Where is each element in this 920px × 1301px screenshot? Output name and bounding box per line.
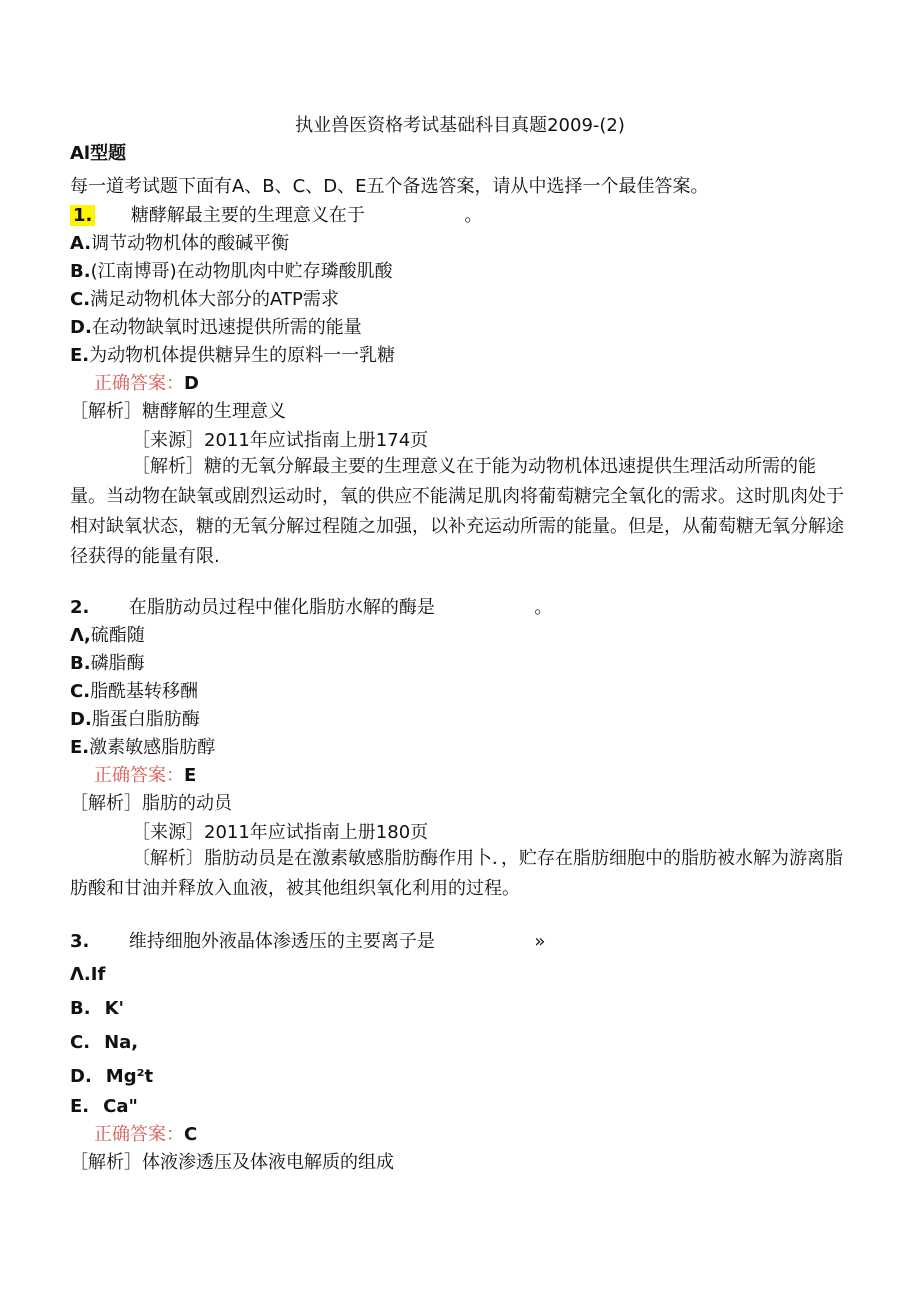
question-1-option-b: B.(江南博哥)在动物肌肉中贮存璘酸肌酸 bbox=[70, 261, 393, 282]
question-1-stem bbox=[70, 203, 482, 229]
question-2-option-a: Λ,硫酯随 bbox=[70, 625, 145, 646]
question-3-option-b: B. K' bbox=[70, 998, 125, 1019]
question-3-option-c: C. Na, bbox=[70, 1032, 139, 1053]
question-2-option-b: B.磷脂酶 bbox=[70, 653, 145, 674]
question-3-option-a: Λ.If bbox=[70, 964, 106, 985]
question-2-answer: 正确答案：E bbox=[94, 765, 197, 786]
question-1-option-d: D.在动物缺氧时迅速提供所需的能量 bbox=[70, 317, 362, 338]
question-2-option-d: D.脂蛋白脂肪酶 bbox=[70, 709, 200, 730]
question-3-blank-end: » bbox=[534, 931, 546, 952]
question-3-text: 维持细胞外液晶体渗透压的主要离子是 bbox=[128, 931, 435, 952]
question-1-analysis-title: ［解析］糖酵解的生理意义 bbox=[70, 401, 286, 422]
question-2-blank-end: 。 bbox=[534, 597, 553, 618]
question-2-analysis-detail: 〔解析〕脂肪动员是在激素敏感脂肪酶作用卜．，贮存在脂肪细胞中的脂肪被水解为游离脂肪酸和甘油并释放入血液，被其他组织氧化利用的过程。 bbox=[70, 848, 843, 899]
question-2-option-c: C.脂酰基转移酬 bbox=[70, 681, 199, 702]
question-1-number: 1. bbox=[70, 205, 95, 226]
question-2-option-e: E.激素敏感脂肪醇 bbox=[70, 737, 216, 758]
question-3-number: 3. bbox=[70, 931, 90, 952]
question-2-text: 在脂肪动员过程中催化脂肪水解的酶是 bbox=[128, 597, 435, 618]
question-1-text: 糖酵解最主要的生理意义在于 bbox=[130, 205, 365, 226]
question-1-option-a: A.调节动物机体的酸碱平衡 bbox=[70, 233, 290, 254]
instruction-text: 每一道考试题下面有A、B、C、D、E五个备选答案，请从中选择一个最佳答案。 bbox=[70, 176, 709, 197]
question-2-stem bbox=[70, 595, 552, 621]
question-1-blank-end: 。 bbox=[464, 205, 483, 226]
question-1-source: ［来源］2011年应试指南上册174页 bbox=[132, 430, 429, 451]
question-1-option-e: E.为动物机体提供糖异生的原料一一乳糖 bbox=[70, 345, 396, 366]
question-3-option-d: D. Mg²t bbox=[70, 1066, 154, 1087]
question-2-number: 2. bbox=[70, 597, 90, 618]
question-1-option-c: C.满足动物机体大部分的ATP需求 bbox=[70, 289, 339, 310]
section-heading: Al型题 bbox=[70, 143, 127, 164]
question-3-stem bbox=[70, 929, 545, 955]
question-2-source: ［来源］2011年应试指南上册180页 bbox=[132, 822, 429, 843]
question-3-answer: 正确答案：C bbox=[94, 1124, 198, 1145]
question-3-option-e: E. Ca" bbox=[70, 1096, 138, 1117]
question-3-analysis-title: ［解析］体液渗透压及体液电解质的组成 bbox=[70, 1152, 394, 1173]
question-1-answer: 正确答案：D bbox=[94, 373, 199, 394]
document-title: 执业兽医资格考试基础科目真题2009-(2) bbox=[295, 115, 625, 136]
question-1-analysis-detail: ［解析］糖的无氧分解最主要的生理意义在于能为动物机体迅速提供生理活动所需的能量。当动物在缺氧或剧烈运动时，氧的供应不能满足肌肉将葡萄糖完全氧化的需求。这时肌肉处于相对缺氧状态，糖的无氧分解过程随之加强，以补充运动所需的能量。但是，从葡萄糖无氧分解途径获得的能量有限. bbox=[70, 456, 844, 567]
question-2-analysis-title: ［解析］脂肪的动员 bbox=[70, 793, 232, 814]
